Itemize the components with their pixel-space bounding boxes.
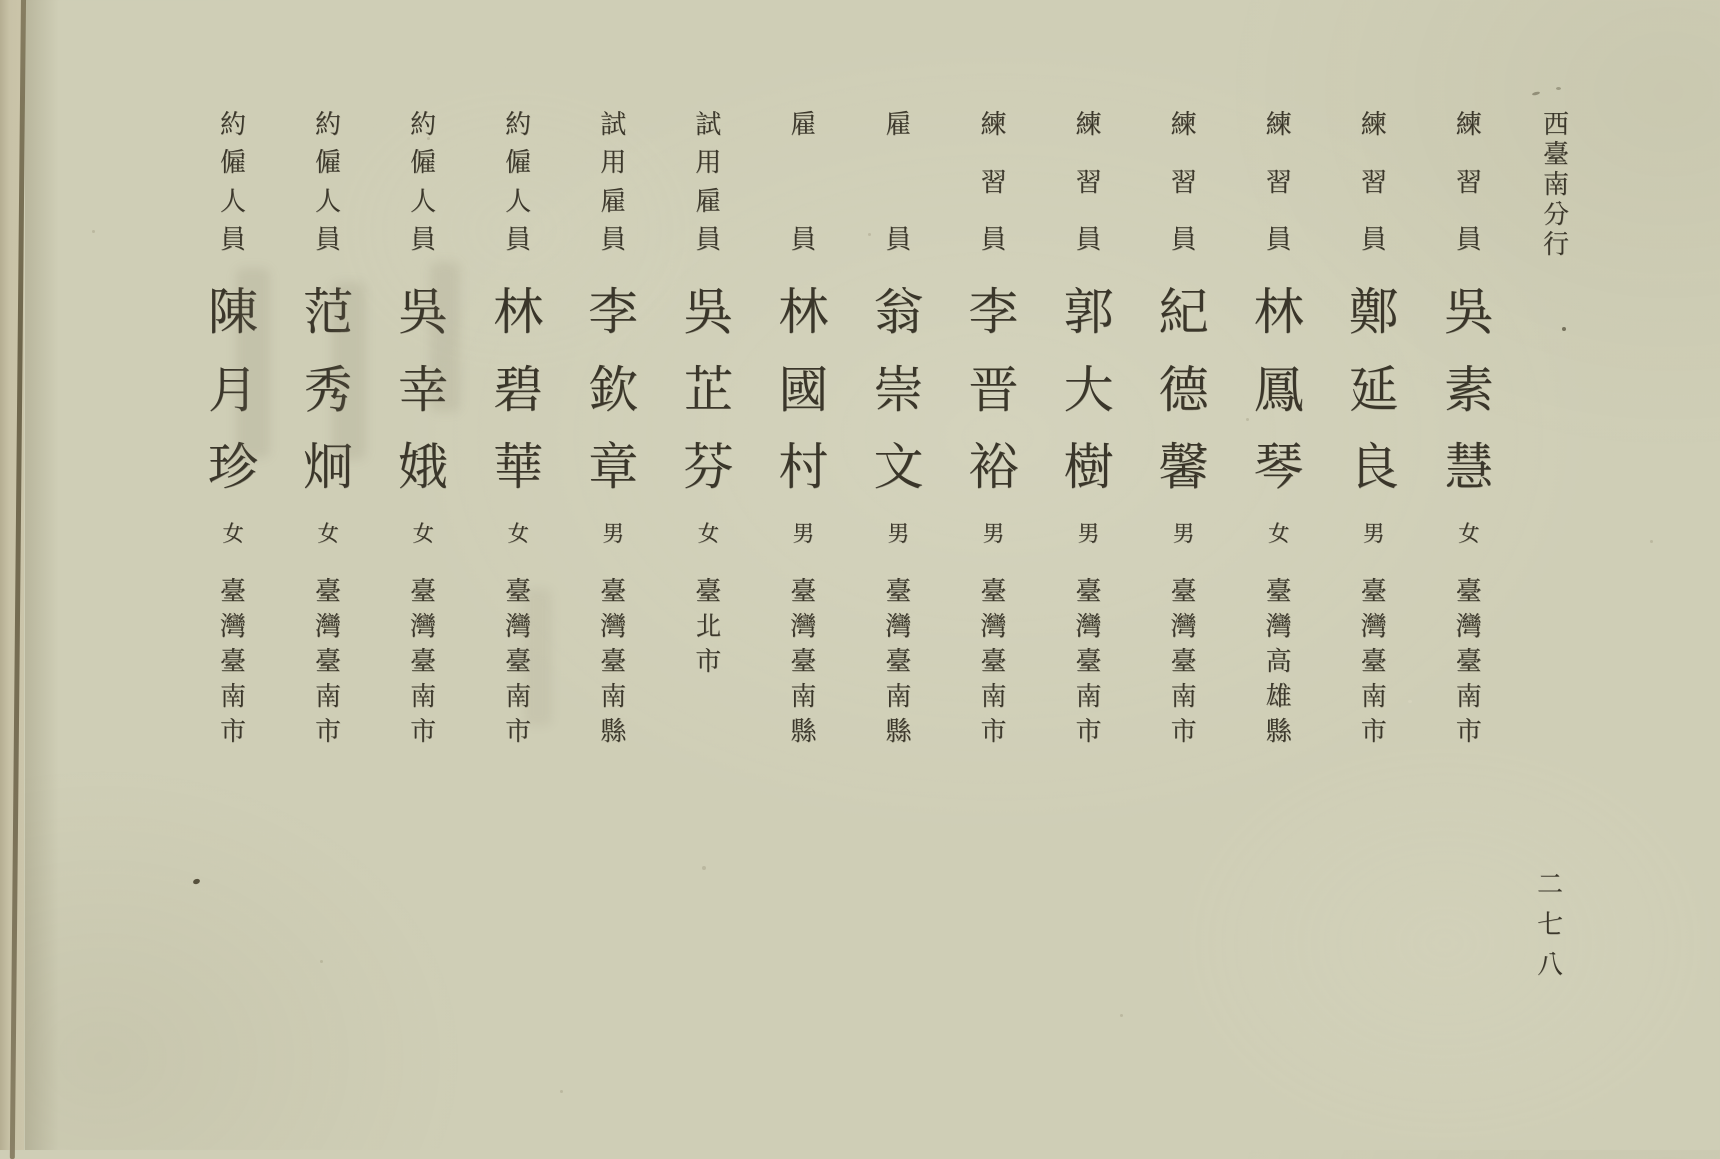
show-through-ghost bbox=[236, 268, 270, 458]
position-title: 試 用 雇 員 bbox=[600, 110, 627, 255]
position-title: 試 用 雇 員 bbox=[695, 110, 722, 255]
roster-column bbox=[949, 112, 1039, 746]
gender-label: 男 bbox=[602, 522, 625, 547]
position-title: 練 習 員 bbox=[1170, 110, 1197, 255]
page-edge-shadow bbox=[25, 0, 59, 1150]
gender-label: 女 bbox=[1267, 522, 1290, 547]
paper-fleck bbox=[560, 1090, 563, 1093]
person-name: 范 秀 炯 bbox=[303, 283, 354, 496]
position-title: 練 習 員 bbox=[1360, 110, 1387, 255]
roster-column bbox=[1424, 112, 1514, 746]
person-name: 林 碧 華 bbox=[493, 283, 544, 496]
person-name: 陳 月 珍 bbox=[208, 283, 258, 496]
paper-fleck bbox=[702, 866, 706, 870]
origin-place: 臺 灣 臺 南 市 bbox=[980, 577, 1007, 747]
position-title: 練 習 員 bbox=[1075, 110, 1102, 255]
origin-place: 臺 灣 臺 南 市 bbox=[505, 577, 532, 747]
position-title: 雇 員 bbox=[885, 110, 912, 255]
origin-place: 臺 灣 臺 南 縣 bbox=[600, 577, 627, 747]
position-title: 約 僱 人 員 bbox=[315, 110, 342, 255]
show-through-ghost bbox=[430, 262, 460, 412]
gender-label: 男 bbox=[982, 522, 1005, 547]
paper-fleck bbox=[427, 137, 430, 140]
origin-place: 臺 灣 臺 南 縣 bbox=[790, 577, 817, 747]
roster-column bbox=[853, 112, 943, 746]
roster bbox=[188, 112, 1514, 746]
origin-place: 臺 灣 臺 南 縣 bbox=[885, 577, 912, 747]
show-through-ghost bbox=[524, 588, 552, 726]
person-name: 吳 素 慧 bbox=[1443, 283, 1494, 496]
paper-fleck bbox=[868, 233, 871, 236]
paper-fleck bbox=[1650, 540, 1653, 543]
gender-label: 女 bbox=[412, 522, 435, 547]
gender-label: 女 bbox=[697, 522, 720, 547]
position-title: 練 習 員 bbox=[1265, 110, 1292, 255]
roster-column bbox=[663, 112, 753, 746]
roster-column bbox=[378, 112, 468, 746]
person-name: 紀 德 馨 bbox=[1158, 283, 1209, 496]
person-name: 林 國 村 bbox=[778, 283, 829, 496]
roster-column bbox=[568, 112, 658, 746]
ink-speck bbox=[1562, 327, 1566, 331]
ink-speck bbox=[1532, 91, 1540, 96]
origin-place: 臺 灣 臺 南 市 bbox=[1455, 577, 1482, 747]
person-name: 吳 幸 娥 bbox=[398, 283, 449, 496]
paper-fleck bbox=[1408, 700, 1412, 703]
position-title: 雇 員 bbox=[790, 110, 817, 255]
branch-header: 西 臺 南 分 行 bbox=[1542, 110, 1569, 260]
origin-place: 臺 灣 臺 南 市 bbox=[315, 577, 342, 747]
gender-label: 女 bbox=[317, 522, 340, 547]
ink-speck bbox=[192, 878, 200, 885]
roster-column bbox=[758, 112, 848, 746]
gender-label: 女 bbox=[221, 522, 244, 547]
person-name: 李 晋 裕 bbox=[968, 283, 1019, 496]
person-name: 翁 崇 文 bbox=[873, 283, 924, 496]
gender-label: 男 bbox=[1172, 522, 1195, 547]
gender-label: 女 bbox=[1457, 522, 1480, 547]
roster-column bbox=[1044, 112, 1134, 746]
person-name: 林 鳳 琴 bbox=[1253, 283, 1304, 496]
ink-speck bbox=[1556, 87, 1561, 90]
gender-label: 女 bbox=[507, 522, 530, 547]
origin-place: 臺 灣 臺 南 市 bbox=[1075, 577, 1102, 747]
gender-label: 男 bbox=[1362, 522, 1385, 547]
origin-place: 臺 灣 高 雄 縣 bbox=[1265, 577, 1292, 747]
origin-place: 臺 灣 臺 南 市 bbox=[219, 577, 246, 747]
person-name: 李 欽 章 bbox=[588, 283, 639, 496]
page-number: 二 七 八 bbox=[1536, 870, 1563, 980]
paper-fleck bbox=[320, 960, 323, 963]
paper-fleck bbox=[1120, 1014, 1123, 1017]
person-name: 郭 大 樹 bbox=[1063, 283, 1114, 496]
position-title: 約 僱 人 員 bbox=[219, 110, 246, 255]
origin-place: 臺 北 市 bbox=[695, 577, 722, 677]
paper-fleck bbox=[1246, 418, 1249, 421]
origin-place: 臺 灣 臺 南 市 bbox=[410, 577, 437, 747]
position-title: 練 習 員 bbox=[1455, 110, 1482, 255]
person-name: 鄭 延 良 bbox=[1348, 283, 1399, 496]
person-name: 吳 芷 芬 bbox=[683, 283, 734, 496]
position-title: 約 僱 人 員 bbox=[410, 110, 437, 255]
position-title: 練 習 員 bbox=[980, 110, 1007, 255]
origin-place: 臺 灣 臺 南 市 bbox=[1170, 577, 1197, 747]
origin-place: 臺 灣 臺 南 市 bbox=[1360, 577, 1387, 747]
show-through-ghost bbox=[332, 282, 366, 460]
roster-column bbox=[1329, 112, 1419, 746]
paper-fleck bbox=[92, 230, 95, 233]
gender-label: 男 bbox=[792, 522, 815, 547]
gender-label: 男 bbox=[887, 522, 910, 547]
roster-column bbox=[1139, 112, 1229, 746]
gender-label: 男 bbox=[1077, 522, 1100, 547]
position-title: 約 僱 人 員 bbox=[505, 110, 532, 255]
roster-column bbox=[1234, 112, 1324, 746]
